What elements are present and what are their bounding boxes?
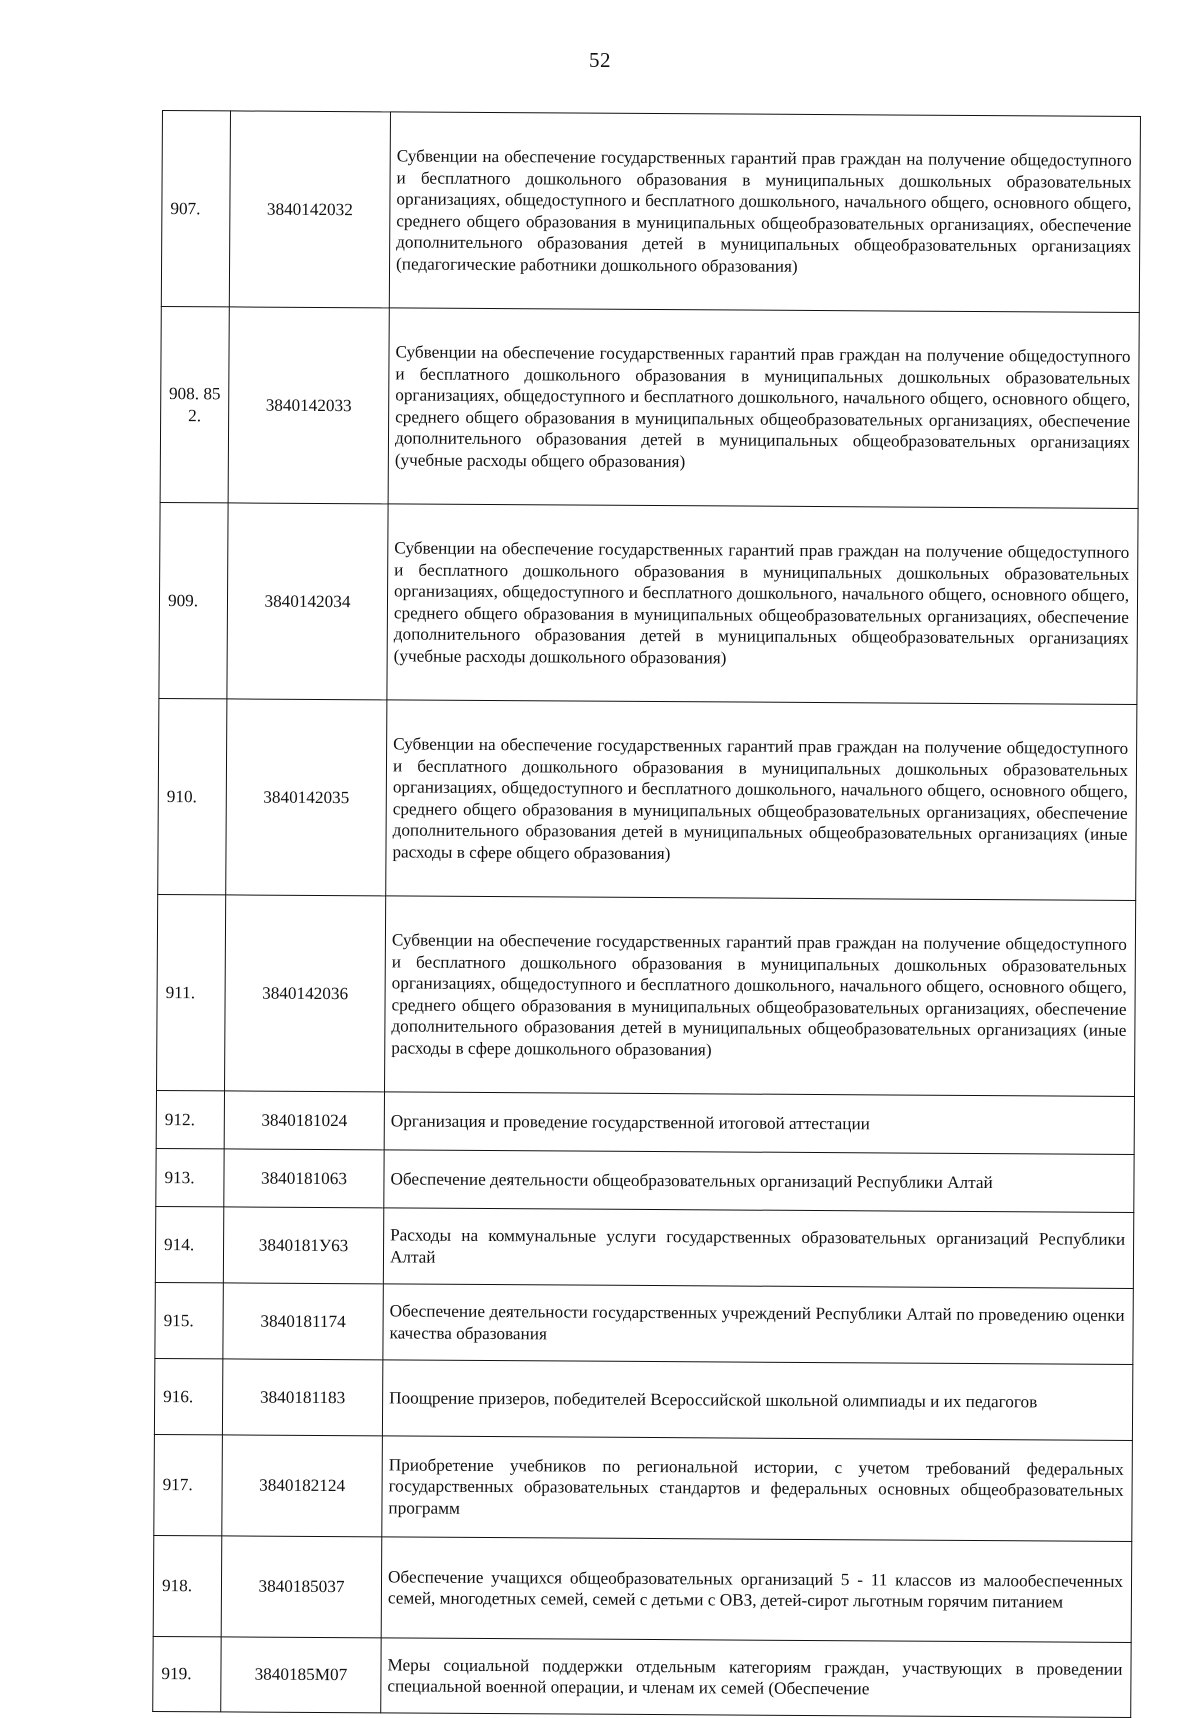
row-description: Обеспечение деятельности общеобразовательных организаций Республики Алтай — [384, 1150, 1134, 1213]
row-description: Субвенции на обеспечение государственных гарантий прав граждан на получение общедоступного и бесплатного дошкольного образования в муниципальных дошкольных образовательных организациях, общедоступного и бесплатного дошкольного, начального общего, основного общего, среднего общего образования в муниципальных общеобразовательных организациях, обеспечение дополнительного образования детей в муниципальных общеобразовательных организациях (иные расходы в сфере общего образования) — [386, 700, 1137, 901]
row-code: 3840181024 — [224, 1091, 384, 1150]
row-description: Обеспечение учащихся общеобразовательных организаций 5 - 11 классов из малообеспеченных семей, многодетных семей, семей с детьми с ОВЗ, детей-сирот льготным горячим питанием — [381, 1537, 1132, 1643]
row-description: Меры социальной поддержки отдельным категориям граждан, участвующих в проведении специальной военной операции, и членам их семей (Обеспечение — [381, 1638, 1131, 1718]
row-code: 3840181183 — [222, 1359, 382, 1436]
row-description: Приобретение учебников по региональной истории, с учетом требований федеральных государственных образовательных стандартов и федеральных основных общеобразовательных программ — [382, 1436, 1133, 1542]
row-code: 3840142034 — [227, 503, 388, 700]
table-row — [156, 1090, 1134, 1154]
row-description: Субвенции на обеспечение государственных гарантий прав граждан на получение общедоступного и бесплатного дошкольного образования в муниципальных дошкольных образовательных организациях, общедоступного и бесплатного дошкольного, начального общего, основного общего, среднего общего образования в муниципальных общеобразовательных организациях, обеспечение дополнительного образования детей в муниципальных общеобразовательных организациях (иные расходы в сфере дошкольного образования) — [385, 896, 1136, 1097]
table-row — [154, 1358, 1132, 1440]
table-row — [158, 698, 1137, 900]
table-row — [153, 1636, 1131, 1717]
row-code: 3840181У63 — [223, 1207, 383, 1284]
row-number: 908. 85 2. — [160, 306, 229, 502]
row-number: 919. — [153, 1636, 221, 1711]
row-description: Субвенции на обеспечение государственных гарантий прав граждан на получение общедоступного и бесплатного дошкольного образования в муниципальных дошкольных образовательных организациях, общедоступного и бесплатного дошкольного, начального общего, основного общего, среднего общего образования в муниципальных общеобразовательных организациях, обеспечение дополнительного образования детей в муниципальных общеобразовательных организациях (учебные расходы дошкольного образования) — [387, 504, 1138, 705]
row-description: Обеспечение деятельности государственных учреждений Республики Алтай по проведению оценки качества образования — [383, 1284, 1133, 1365]
budget-classification-table — [152, 110, 1141, 1718]
row-description: Расходы на коммунальные услуги государственных образовательных организаций Республики Алтай — [383, 1208, 1133, 1289]
row-description: Субвенции на обеспечение государственных гарантий прав граждан на получение общедоступного и бесплатного дошкольного образования в муниципальных дошкольных образовательных организациях, общедоступного и бесплатного дошкольного, начального общего, основного общего, среднего общего образования в муниципальных общеобразовательных организациях, обеспечение дополнительного образования детей в муниципальных общеобразовательных организациях (учебные расходы общего образования) — [388, 308, 1139, 509]
row-description: Организация и проведение государственной итоговой аттестации — [384, 1092, 1134, 1155]
row-number: 916. — [154, 1358, 222, 1434]
row-description: Субвенции на обеспечение государственных гарантий прав граждан на получение общедоступного и бесплатного дошкольного образования в муниципальных дошкольных образовательных организациях, общедоступного и бесплатного дошкольного, начального общего, основного общего, среднего общего образования в муниципальных общеобразовательных организациях, обеспечение дополнительного образования детей в муниципальных общеобразовательных организациях (педагогические работники дошкольного образования) — [389, 112, 1140, 313]
row-code: 3840185M07 — [221, 1637, 381, 1713]
row-code: 3840185037 — [221, 1536, 382, 1638]
table-row — [161, 111, 1140, 313]
row-number: 917. — [154, 1434, 223, 1535]
table-row — [160, 306, 1139, 508]
row-number: 909. — [159, 502, 228, 698]
row-code: 3840182124 — [222, 1435, 383, 1537]
table-row — [156, 1148, 1134, 1212]
row-number: 912. — [156, 1090, 224, 1148]
row-number: 907. — [161, 111, 230, 307]
row-number: 910. — [158, 698, 227, 894]
row-code: 3840142033 — [228, 307, 389, 504]
row-code: 3840181063 — [224, 1149, 384, 1208]
table-row — [157, 894, 1136, 1096]
page-number: 52 — [589, 48, 611, 72]
table-row — [155, 1206, 1133, 1288]
row-code: 3840181174 — [223, 1283, 383, 1360]
table-row — [153, 1535, 1132, 1642]
row-number: 911. — [157, 894, 226, 1090]
table-row — [159, 502, 1138, 704]
row-number: 913. — [156, 1148, 224, 1206]
row-code: 3840142036 — [225, 895, 386, 1092]
table-row — [155, 1282, 1133, 1364]
row-number: 915. — [155, 1282, 223, 1358]
row-number: 918. — [153, 1535, 222, 1636]
row-code: 3840142035 — [226, 699, 387, 896]
row-number: 914. — [155, 1206, 223, 1282]
row-code: 3840142032 — [229, 111, 390, 308]
table-row — [154, 1434, 1133, 1541]
row-description: Поощрение призеров, победителей Всероссийской школьной олимпиады и их педагогов — [382, 1360, 1132, 1441]
